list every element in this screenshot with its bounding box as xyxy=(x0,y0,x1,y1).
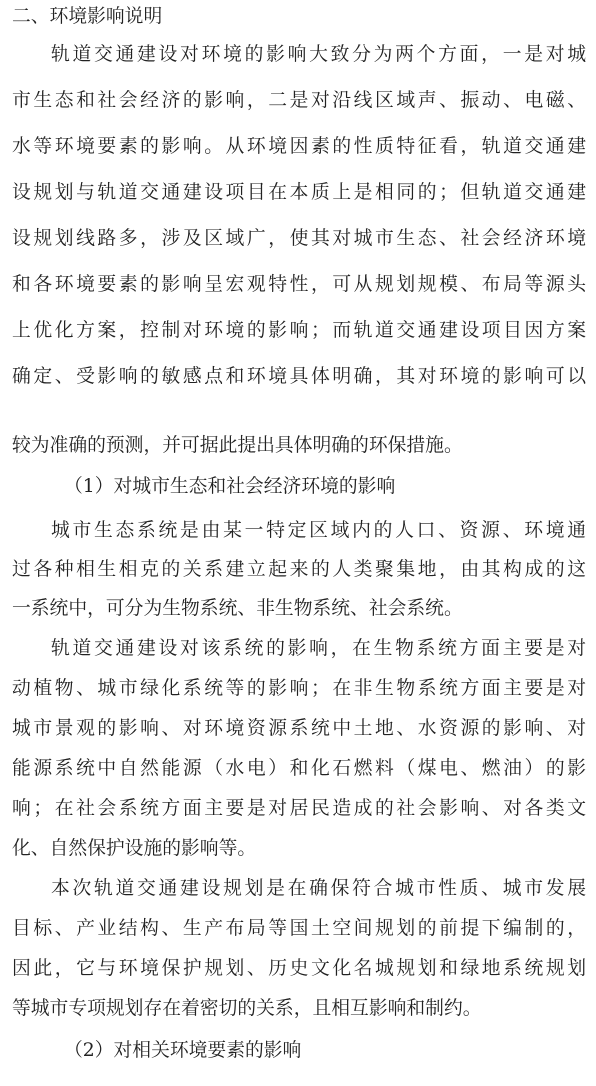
paragraph-3-line-6: 化、自然保护设施的影响等。 xyxy=(12,838,257,859)
subheading-2: （2）对相关环境要素的影响 xyxy=(64,1040,302,1061)
paragraph-1-line-2: 市生态和社会经济的影响，二是对沿线区域声、振动、电磁、 xyxy=(12,90,586,111)
paragraph-2-line-3: 一系统中，可分为生物系统、非生物系统、社会系统。 xyxy=(12,598,463,619)
paragraph-1-line-5: 设规划线路多，涉及区域广，使其对城市生态、社会经济环境 xyxy=(12,228,586,249)
paragraph-1-line-4: 设规划与轨道交通建设项目在本质上是相同的；但轨道交通建 xyxy=(12,182,586,203)
paragraph-3-line-1: 轨道交通建设对该系统的影响，在生物系统方面主要是对 xyxy=(51,638,586,659)
paragraph-4-line-4: 等城市专项规划存在着密切的关系，且相互影响和制约。 xyxy=(12,998,482,1019)
paragraph-1-line-7: 上优化方案，控制对环境的影响；而轨道交通建设项目因方案 xyxy=(12,320,586,341)
paragraph-4-line-2: 目标、产业结构、生产布局等国土空间规划的前提下编制的， xyxy=(12,918,586,939)
paragraph-4-line-1: 本次轨道交通建设规划是在确保符合城市性质、城市发展 xyxy=(51,878,586,899)
paragraph-1-line-3: 水等环境要素的影响。从环境因素的性质特征看，轨道交通建 xyxy=(12,136,586,157)
paragraph-2-line-2: 过各种相生相克的关系建立起来的人类聚集地，由其构成的这 xyxy=(12,559,586,580)
paragraph-1-line-1: 轨道交通建设对环境的影响大致分为两个方面，一是对城 xyxy=(51,44,586,65)
section-heading: 二、环境影响说明 xyxy=(12,6,163,27)
paragraph-3-line-3: 城市景观的影响、对环境资源系统中土地、水资源的影响、对 xyxy=(12,718,586,739)
subheading-1: （1）对城市生态和社会经济环境的影响 xyxy=(64,476,396,497)
paragraph-3-line-4: 能源系统中自然能源（水电）和化石燃料（煤电、燃油）的影 xyxy=(12,758,586,779)
paragraph-1-line-6: 和各环境要素的影响呈宏观特性，可从规划规模、布局等源头 xyxy=(12,274,586,295)
paragraph-1-line-8: 确定、受影响的敏感点和环境具体明确，其对环境的影响可以 xyxy=(12,366,586,387)
paragraph-3-line-5: 响；在社会系统方面主要是对居民造成的社会影响、对各类文 xyxy=(12,798,586,819)
paragraph-2-line-1: 城市生态系统是由某一特定区域内的人口、资源、环境通 xyxy=(51,520,586,541)
paragraph-4-line-3: 因此，它与环境保护规划、历史文化名城规划和绿地系统规划 xyxy=(12,958,586,979)
paragraph-1-line-9: 较为准确的预测，并可据此提出具体明确的环保措施。 xyxy=(12,435,463,456)
paragraph-3-line-2: 动植物、城市绿化系统等的影响；在非生物系统方面主要是对 xyxy=(12,678,586,699)
